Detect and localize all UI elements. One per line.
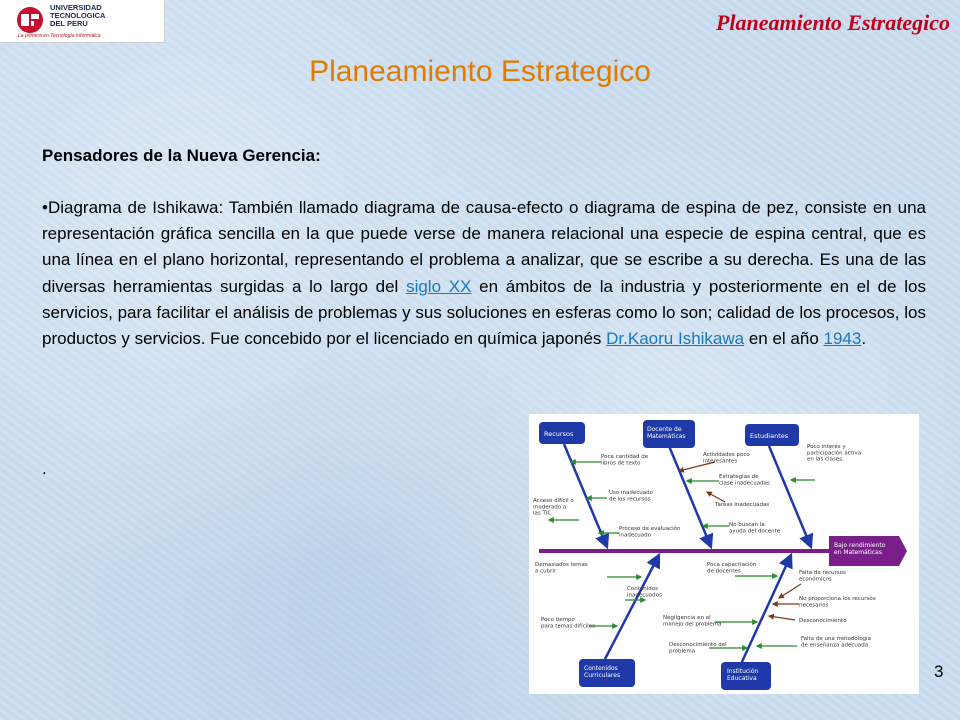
- bone-institucion: [741, 555, 791, 664]
- cause-label: No proporciona los recursos necesarios: [799, 596, 876, 609]
- logo-tagline: La primera en Tecnología Informática: [18, 33, 101, 39]
- page-title: Planeamiento Estrategico: [309, 55, 651, 88]
- cause-label: Acceso difícil o moderado a las TIC: [533, 498, 574, 517]
- cause-label: Actividades poco interesantes: [703, 452, 750, 465]
- cause-label: Contenidos inadecuados: [627, 586, 662, 599]
- ishikawa-diagram-image: [529, 414, 919, 694]
- cause-label: Poca capacitación de docentes: [707, 562, 757, 575]
- cause-label: Demasiados temas a cubrir: [535, 562, 588, 575]
- cause-label: Falta de recursos económicos: [799, 570, 846, 583]
- category-label-recursos: Recursos: [544, 430, 574, 438]
- cause-label: Negligencia en el manejo del problema: [663, 615, 722, 628]
- trailing-dot: .: [42, 459, 47, 478]
- cause-label: Desconocimiento: [799, 618, 847, 624]
- link-kaoru-ishikawa[interactable]: Dr.Kaoru Ishikawa: [606, 329, 745, 349]
- cause-label: Proceso de evaluación inadecuado: [619, 526, 681, 539]
- page-number: 3: [934, 662, 944, 681]
- ishikawa-paragraph: [42, 195, 926, 352]
- link-siglo-xx[interactable]: siglo XX: [406, 276, 472, 296]
- subcause-arrow: [707, 492, 725, 502]
- paragraph-text-2: en ámbitos de la industria y posteriormente en el de los servicios, para facilitar el análisis de problemas y sus soluciones en esferas como lo son; calidad de los procesos, los productos y servicios. Fue concebido por el licenciado en química japonés: [42, 276, 926, 349]
- category-label-contenidos: Contenidos Curriculares: [584, 665, 621, 679]
- link-1943[interactable]: 1943: [823, 329, 862, 349]
- category-label-institucion: Institución Educativa: [727, 668, 759, 682]
- subcause-arrow: [769, 616, 795, 620]
- cause-label: Uso inadecuado de los recursos: [609, 490, 653, 503]
- category-label-estudiantes: Estudiantes: [750, 432, 789, 440]
- cause-label: Estrategias de clase inadecuadas: [719, 474, 770, 487]
- bone-contenidos: [604, 555, 659, 661]
- category-label-docente: Docente de Matemáticas: [647, 426, 686, 440]
- utp-logo-mark-icon: [16, 6, 44, 34]
- effect-label: Bajo rendimiento en Matemáticas: [834, 542, 886, 556]
- cause-label: Poco tiempo para temas difíciles: [541, 617, 595, 630]
- subcause-arrow: [779, 584, 801, 598]
- cause-label: Poco interés y participación activa en las clases.: [807, 444, 862, 463]
- section-subtitle: Pensadores de la Nueva Gerencia:: [42, 146, 321, 165]
- cause-label: Falta de una metodología de enseñanza adecuada: [801, 636, 871, 649]
- logo-university-name: UNIVERSIDAD TECNOLOGICA DEL PERU: [50, 3, 106, 28]
- paragraph-text-4: .: [861, 329, 867, 349]
- cause-label: No buscan la ayuda del docente: [729, 522, 781, 535]
- cause-label: Poca cantidad de libros de texto: [601, 454, 649, 467]
- paragraph-text-3: en el año: [744, 329, 824, 349]
- paragraph-text-1: •Diagrama de Ishikawa: También llamado diagrama de causa-efecto o diagrama de espina de pez, consiste en una representación gráfica sencilla en la que puede verse de manera relacional una especie de espina central, que es una línea en el plano horizontal, representando el problema a analizar, que se escribe a su derecha. Es una de las diversas herramientas surgidas a lo largo del: [42, 198, 926, 296]
- cause-label: Tareas inadecuadas: [715, 502, 770, 508]
- cause-label: Desconocimiento del problema: [669, 642, 727, 655]
- header-title: Planeamiento Estrategico: [715, 10, 950, 35]
- university-logo: [0, 0, 165, 43]
